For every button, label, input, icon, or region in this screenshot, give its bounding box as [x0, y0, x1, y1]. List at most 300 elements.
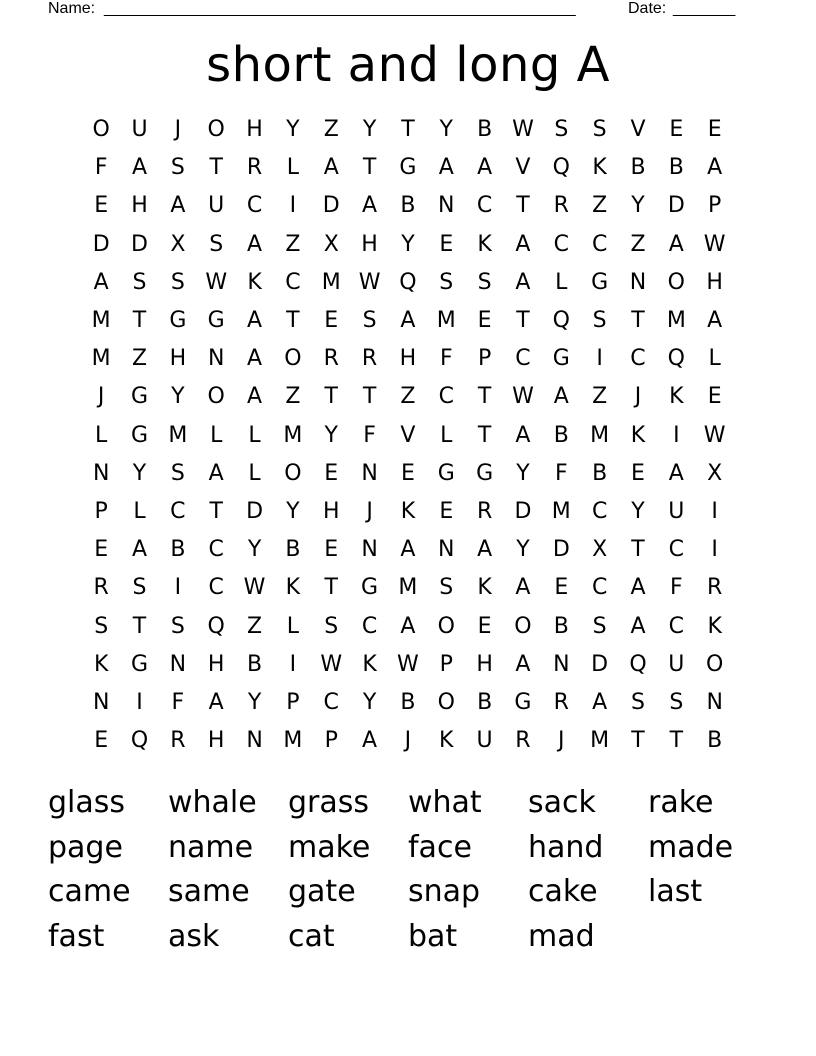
word-list-item: gate	[288, 874, 356, 910]
word-list-item: mad	[528, 919, 595, 955]
grid-letter: E	[324, 460, 339, 486]
grid-letter: H	[322, 498, 340, 524]
grid-letter: A	[630, 575, 646, 601]
grid-letter: H	[399, 346, 417, 372]
grid-letter: T	[516, 193, 530, 219]
grid-letter: B	[630, 155, 646, 181]
grid-letter: T	[631, 537, 645, 563]
grid-letter: B	[553, 613, 569, 639]
word-list-row	[48, 826, 788, 871]
grid-letter: T	[362, 384, 377, 410]
grid-letter: W	[397, 651, 419, 677]
grid-letter: E	[439, 231, 454, 257]
grid-letter: T	[132, 613, 147, 639]
word-list-item: same	[168, 874, 250, 910]
grid-letter: G	[437, 460, 455, 486]
grid-letter: P	[94, 498, 108, 524]
grid-letter: N	[438, 193, 455, 219]
grid-letter: Q	[552, 155, 570, 181]
grid-letter: B	[553, 422, 569, 448]
grid-letter: A	[477, 537, 493, 563]
grid-letter: S	[170, 613, 185, 639]
grid-letter: S	[631, 689, 645, 715]
grid-letter: T	[401, 117, 415, 143]
grid-row	[82, 607, 734, 645]
date-field-line: _______	[673, 0, 736, 17]
grid-letter: O	[437, 689, 455, 715]
grid-letter: T	[286, 308, 300, 334]
grid-letter: D	[514, 498, 532, 524]
word-list-item: rake	[648, 785, 714, 821]
grid-letter: E	[707, 384, 722, 410]
grid-letter: E	[439, 498, 454, 524]
grid-letter: E	[631, 460, 645, 486]
grid-letter: I	[136, 689, 143, 715]
grid-letter: I	[174, 575, 182, 601]
word-list-item: face	[408, 829, 472, 865]
grid-letter: C	[476, 193, 493, 219]
grid-letter: H	[207, 728, 225, 754]
grid-letter: Z	[400, 384, 416, 410]
grid-letter: X	[707, 460, 723, 486]
word-list-item: ask	[168, 919, 220, 955]
grid-letter: P	[324, 728, 338, 754]
grid-letter: Y	[324, 422, 338, 448]
grid-letter: N	[246, 728, 263, 754]
grid-letter: I	[711, 537, 718, 563]
grid-letter: T	[631, 308, 645, 334]
grid-letter: D	[667, 193, 685, 219]
grid-letter: X	[323, 231, 339, 257]
grid-letter: S	[669, 689, 684, 715]
grid-letter: V	[630, 117, 646, 143]
grid-letter: T	[209, 498, 223, 524]
grid-letter: C	[668, 613, 685, 639]
grid-letter: A	[208, 460, 224, 486]
grid-letter: E	[554, 575, 569, 601]
grid-row	[82, 531, 734, 569]
grid-letter: N	[361, 537, 378, 563]
grid-letter: I	[673, 422, 680, 448]
grid-letter: Z	[630, 231, 646, 257]
grid-letter: S	[592, 308, 607, 334]
grid-letter: S	[94, 613, 109, 639]
grid-letter: E	[94, 537, 109, 563]
grid-letter: M	[283, 728, 303, 754]
grid-letter: E	[669, 117, 684, 143]
grid-letter: B	[592, 460, 608, 486]
grid-letter: L	[248, 422, 261, 448]
grid-letter: T	[631, 728, 645, 754]
name-field-line: _____________________________________________________	[104, 0, 576, 17]
grid-letter: Y	[247, 537, 262, 563]
grid-letter: Q	[399, 269, 417, 295]
grid-letter: Y	[362, 689, 377, 715]
grid-letter: Z	[592, 193, 608, 219]
grid-letter: O	[667, 269, 685, 295]
grid-row	[82, 302, 734, 340]
grid-letter: S	[592, 613, 607, 639]
word-list-item: hand	[528, 829, 604, 865]
grid-letter: R	[361, 346, 378, 372]
grid-letter: A	[515, 422, 531, 448]
grid-letter: T	[362, 155, 377, 181]
grid-letter: S	[439, 575, 454, 601]
grid-letter: C	[591, 575, 608, 601]
grid-row	[82, 455, 734, 493]
grid-letter: M	[283, 422, 303, 448]
grid-letter: O	[92, 117, 110, 143]
grid-letter: Z	[285, 384, 301, 410]
grid-letter: G	[399, 155, 417, 181]
grid-letter: A	[247, 384, 263, 410]
grid-letter: J	[404, 728, 412, 754]
grid-letter: B	[285, 537, 301, 563]
grid-letter: Y	[286, 498, 300, 524]
word-list-item: cake	[528, 874, 598, 910]
grid-letter: Y	[401, 231, 415, 257]
grid-letter: B	[668, 155, 684, 181]
grid-letter: K	[93, 651, 109, 677]
grid-letter: A	[131, 537, 148, 563]
grid-letter: A	[668, 460, 684, 486]
grid-letter: S	[362, 308, 377, 334]
grid-letter: B	[477, 117, 493, 143]
grid-letter: L	[95, 422, 108, 448]
grid-letter: H	[169, 346, 187, 372]
grid-letter: S	[209, 231, 224, 257]
grid-letter: C	[438, 384, 454, 410]
grid-letter: G	[552, 346, 570, 372]
grid-letter: Y	[631, 193, 645, 219]
grid-letter: L	[555, 269, 568, 295]
grid-letter: A	[362, 193, 378, 219]
grid-letter: Q	[667, 346, 685, 372]
grid-letter: U	[131, 117, 148, 143]
grid-letter: H	[361, 231, 378, 257]
word-search-grid	[82, 111, 734, 760]
grid-letter: F	[670, 575, 683, 601]
grid-letter: T	[516, 308, 530, 334]
grid-letter: T	[669, 728, 684, 754]
grid-letter: N	[553, 651, 570, 677]
grid-letter: K	[362, 651, 377, 677]
grid-letter: S	[132, 575, 147, 601]
grid-letter: K	[669, 384, 684, 410]
word-list-row	[48, 870, 788, 915]
grid-letter: W	[320, 651, 343, 677]
grid-letter: P	[286, 689, 300, 715]
grid-letter: F	[171, 689, 185, 715]
grid-letter: T	[132, 308, 147, 334]
grid-letter: A	[323, 155, 339, 181]
grid-letter: E	[477, 613, 492, 639]
grid-letter: N	[207, 346, 225, 372]
grid-letter: A	[515, 269, 531, 295]
grid-letter: Q	[207, 613, 225, 639]
grid-letter: E	[324, 537, 339, 563]
grid-letter: A	[592, 689, 608, 715]
grid-letter: M	[590, 728, 610, 754]
grid-letter: Y	[171, 384, 185, 410]
grid-letter: Y	[631, 498, 645, 524]
grid-letter: A	[515, 231, 531, 257]
grid-letter: P	[477, 346, 492, 372]
grid-letter: N	[706, 689, 723, 715]
grid-letter: X	[592, 537, 608, 563]
grid-row	[82, 684, 734, 722]
word-list-item: whale	[168, 785, 257, 821]
grid-letter: R	[170, 728, 186, 754]
grid-letter: W	[512, 384, 534, 410]
grid-letter: O	[437, 613, 455, 639]
grid-letter: Y	[439, 117, 453, 143]
grid-row	[82, 569, 734, 607]
grid-letter: O	[207, 384, 225, 410]
grid-letter: K	[285, 575, 301, 601]
grid-letter: V	[400, 422, 416, 448]
grid-letter: R	[515, 728, 531, 754]
grid-letter: B	[400, 193, 416, 219]
grid-letter: L	[286, 155, 300, 181]
grid-letter: A	[630, 613, 646, 639]
grid-letter: O	[514, 613, 532, 639]
grid-letter: C	[170, 498, 186, 524]
grid-letter: P	[708, 193, 722, 219]
word-list-item: name	[168, 829, 254, 865]
grid-letter: A	[707, 155, 723, 181]
grid-letter: S	[592, 117, 607, 143]
grid-letter: J	[366, 498, 373, 524]
grid-letter: G	[130, 384, 149, 410]
grid-letter: S	[170, 460, 185, 486]
grid-letter: L	[286, 613, 300, 639]
grid-letter: L	[210, 422, 223, 448]
grid-letter: K	[400, 498, 416, 524]
date-label: Date:	[628, 0, 667, 17]
grid-letter: A	[400, 613, 416, 639]
grid-letter: C	[668, 537, 685, 563]
grid-letter: S	[170, 269, 185, 295]
grid-letter: G	[514, 689, 532, 715]
word-list-item: sack	[528, 785, 596, 821]
grid-letter: C	[323, 689, 339, 715]
grid-letter: P	[439, 651, 453, 677]
grid-letter: G	[169, 308, 187, 334]
grid-letter: M	[321, 269, 341, 295]
grid-letter: A	[707, 308, 723, 334]
word-list-item: page	[48, 829, 123, 865]
grid-letter: W	[205, 269, 228, 295]
grid-letter: G	[361, 575, 379, 601]
grid-letter: E	[707, 117, 722, 143]
grid-letter: M	[436, 308, 456, 334]
grid-letter: R	[553, 193, 569, 219]
word-list-item: last	[648, 874, 703, 910]
grid-letter: A	[515, 575, 531, 601]
grid-letter: R	[707, 575, 723, 601]
grid-letter: I	[289, 193, 297, 219]
word-list-item: made	[648, 829, 734, 865]
grid-letter: C	[208, 537, 224, 563]
grid-letter: R	[246, 155, 263, 181]
grid-row	[82, 646, 734, 684]
grid-letter: K	[477, 575, 492, 601]
grid-letter: K	[439, 728, 454, 754]
grid-letter: Q	[629, 651, 647, 677]
grid-letter: J	[558, 728, 565, 754]
grid-letter: H	[131, 193, 148, 219]
grid-letter: F	[554, 460, 568, 486]
name-label: Name:	[48, 0, 96, 17]
grid-letter: T	[209, 155, 223, 181]
grid-letter: F	[363, 422, 376, 448]
grid-letter: Q	[130, 728, 149, 754]
header	[48, 0, 748, 20]
grid-letter: I	[596, 346, 603, 372]
grid-letter: V	[515, 155, 531, 181]
grid-letter: Y	[247, 689, 262, 715]
grid-letter: Z	[323, 117, 339, 143]
grid-letter: M	[551, 498, 571, 524]
grid-letter: S	[324, 613, 339, 639]
grid-letter: A	[515, 651, 531, 677]
grid-letter: R	[93, 575, 109, 601]
grid-letter: Z	[131, 346, 148, 372]
word-list-item: what	[408, 785, 482, 821]
grid-letter: A	[400, 537, 416, 563]
grid-letter: M	[590, 422, 610, 448]
grid-letter: X	[170, 231, 186, 257]
grid-letter: U	[668, 651, 685, 677]
grid-letter: N	[438, 537, 455, 563]
grid-letter: R	[323, 346, 339, 372]
grid-letter: E	[400, 460, 415, 486]
grid-letter: M	[666, 308, 686, 334]
grid-letter: B	[247, 651, 263, 677]
grid-letter: Y	[516, 460, 530, 486]
grid-letter: A	[400, 308, 416, 334]
word-list-item: bat	[408, 919, 458, 955]
grid-letter: C	[630, 346, 646, 372]
grid-letter: W	[512, 117, 534, 143]
grid-letter: U	[476, 728, 493, 754]
grid-letter: H	[476, 651, 493, 677]
grid-letter: M	[168, 422, 188, 448]
grid-letter: E	[324, 308, 339, 334]
grid-letter: Z	[285, 231, 301, 257]
grid-row	[82, 111, 734, 149]
grid-letter: A	[477, 155, 493, 181]
grid-letter: Z	[247, 613, 263, 639]
grid-row	[82, 149, 734, 187]
grid-letter: R	[553, 689, 569, 715]
grid-letter: M	[91, 308, 111, 334]
grid-letter: I	[289, 651, 297, 677]
grid-row	[82, 722, 734, 760]
grid-letter: S	[132, 269, 147, 295]
grid-row	[82, 378, 734, 416]
word-list-item: cat	[288, 919, 335, 955]
grid-letter: T	[477, 384, 492, 410]
grid-letter: K	[247, 269, 262, 295]
word-list-item: came	[48, 874, 131, 910]
grid-letter: B	[170, 537, 186, 563]
grid-letter: A	[131, 155, 148, 181]
grid-letter: U	[668, 498, 685, 524]
grid-letter: A	[208, 689, 224, 715]
grid-letter: D	[131, 231, 148, 257]
grid-letter: A	[247, 346, 263, 372]
grid-letter: W	[358, 269, 381, 295]
grid-letter: N	[92, 689, 110, 715]
word-list	[48, 781, 788, 959]
grid-row	[82, 493, 734, 531]
grid-letter: M	[398, 575, 418, 601]
grid-letter: N	[361, 460, 378, 486]
grid-letter: C	[553, 231, 569, 257]
grid-letter: G	[476, 460, 494, 486]
grid-row	[82, 187, 734, 225]
grid-letter: W	[703, 231, 726, 257]
grid-letter: B	[400, 689, 416, 715]
grid-letter: G	[207, 308, 225, 334]
grid-letter: Y	[516, 537, 530, 563]
grid-letter: R	[476, 498, 493, 524]
grid-letter: Y	[362, 117, 377, 143]
grid-letter: I	[711, 498, 718, 524]
grid-letter: K	[477, 231, 492, 257]
grid-letter: W	[703, 422, 726, 448]
grid-letter: L	[440, 422, 453, 448]
grid-letter: C	[591, 231, 608, 257]
grid-letter: Y	[286, 117, 300, 143]
grid-letter: S	[439, 269, 454, 295]
grid-letter: D	[322, 193, 340, 219]
grid-letter: A	[247, 308, 263, 334]
grid-letter: H	[246, 117, 263, 143]
grid-letter: E	[94, 193, 109, 219]
grid-letter: Q	[552, 308, 570, 334]
grid-letter: B	[707, 728, 723, 754]
grid-row	[82, 226, 734, 264]
word-list-row	[48, 915, 788, 960]
grid-letter: G	[130, 422, 149, 448]
grid-letter: N	[629, 269, 647, 295]
grid-letter: K	[592, 155, 607, 181]
grid-letter: A	[668, 231, 684, 257]
grid-letter: Y	[132, 460, 147, 486]
grid-letter: S	[477, 269, 492, 295]
word-list-item: glass	[48, 785, 126, 821]
grid-letter: K	[707, 613, 722, 639]
grid-row	[82, 417, 734, 455]
grid-letter: S	[170, 155, 185, 181]
grid-letter: H	[706, 269, 723, 295]
grid-letter: T	[324, 575, 338, 601]
word-list-item: make	[288, 829, 371, 865]
grid-letter: L	[248, 460, 261, 486]
grid-letter: Z	[592, 384, 608, 410]
grid-letter: A	[170, 193, 186, 219]
grid-letter: E	[94, 728, 109, 754]
word-list-item: snap	[408, 874, 481, 910]
grid-letter: U	[208, 193, 225, 219]
grid-letter: D	[246, 498, 264, 524]
grid-letter: O	[284, 460, 302, 486]
grid-letter: C	[285, 269, 301, 295]
grid-letter: C	[208, 575, 224, 601]
